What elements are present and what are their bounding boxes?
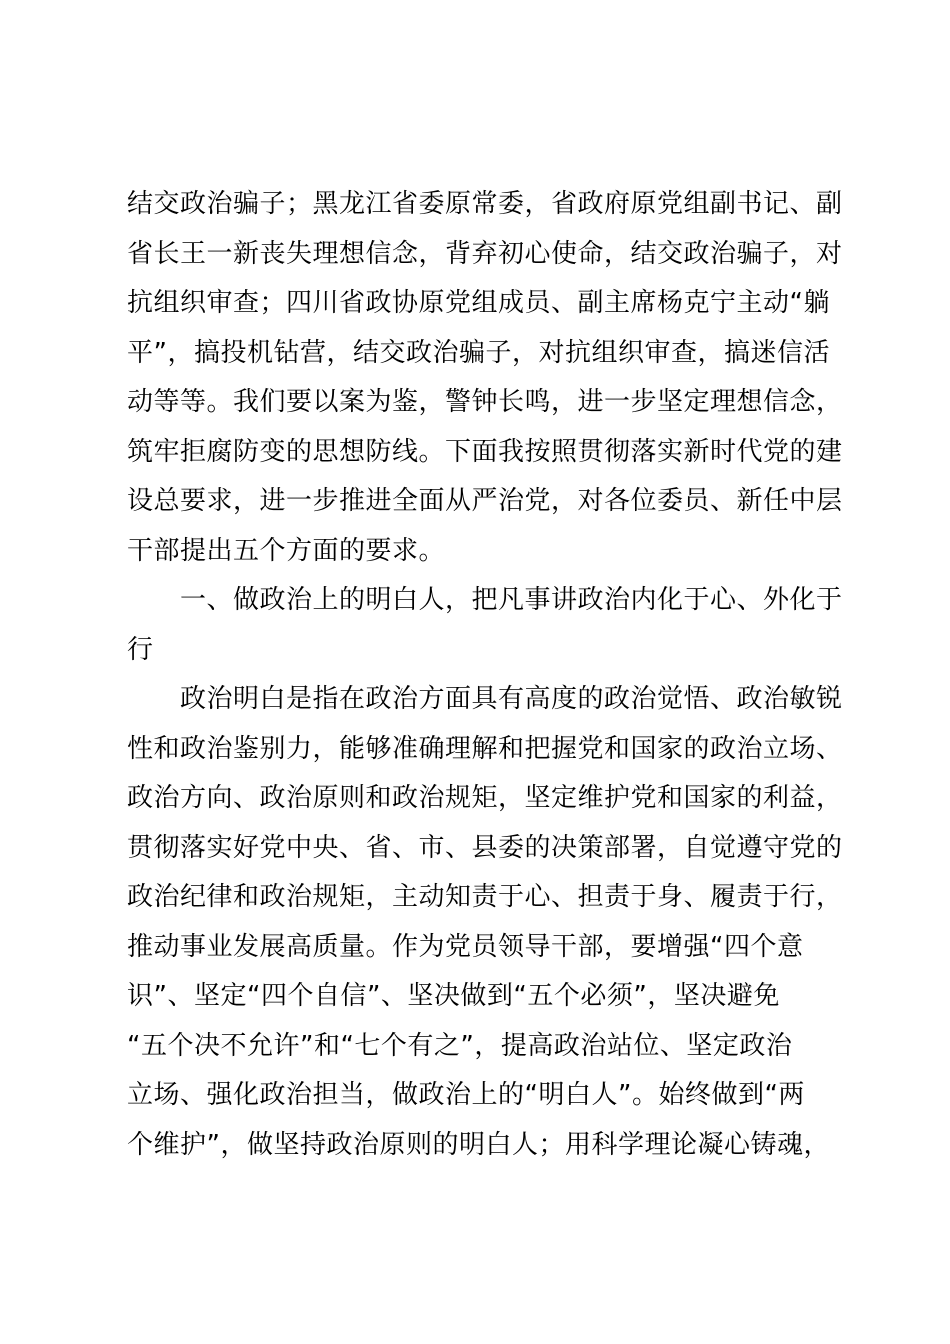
text-line: 干部提出五个方面的要求。 xyxy=(127,535,446,566)
text-line: 政治纪律和政治规矩，主动知责于心、担责于身、履责于行， xyxy=(127,882,843,912)
text-line: 抗组织审查；四川省政协原党组成员、副主席杨克宁主动“躺 xyxy=(127,288,830,318)
text-line: 政治方向、政治原则和政治规矩，坚定维护党和国家的利益， xyxy=(127,783,843,813)
text-line: 推动事业发展高质量。作为党员领导干部，要增强“四个意 xyxy=(127,931,804,962)
text-line: 政治明白是指在政治方面具有高度的政治觉悟、政治敏锐 xyxy=(127,684,843,714)
text-line: 设总要求，进一步推进全面从严治党，对各位委员、新任中层 xyxy=(127,486,843,516)
text-line: 个维护”，做坚持政治原则的明白人；用科学理论凝心铸魂， xyxy=(127,1129,830,1160)
text-line: 识”、坚定“四个自信”、坚决做到“五个必须”，坚决避免 xyxy=(127,981,780,1011)
document-body xyxy=(127,180,843,1170)
text-line: 结交政治骗子；黑龙江省委原常委，省政府原党组副书记、副 xyxy=(127,189,843,219)
text-line: 立场、强化政治担当，做政治上的“明白人”。始终做到“两 xyxy=(127,1080,805,1110)
text-line: 平”，搞投机钻营，结交政治骗子，对抗组织审查，搞迷信活 xyxy=(127,337,830,368)
section-heading-line: 一、做政治上的明白人，把凡事讲政治内化于心、外化于 xyxy=(127,585,843,615)
text-line: 筑牢拒腐防变的思想防线。下面我按照贯彻落实新时代党的建 xyxy=(127,436,843,467)
text-line: 动等等。我们要以案为鉴，警钟长鸣，进一步坚定理想信念， xyxy=(127,387,843,417)
text-line: 贯彻落实好党中央、省、市、县委的决策部署，自觉遵守党的 xyxy=(127,832,843,863)
text-line: “五个决不允许”和“七个有之”，提高政治站位、坚定政治 xyxy=(127,1030,793,1061)
text-line: 省长王一新丧失理想信念，背弃初心使命，结交政治骗子，对 xyxy=(127,238,843,269)
section-heading-line: 行 xyxy=(127,634,154,665)
text-line: 性和政治鉴别力，能够准确理解和把握党和国家的政治立场、 xyxy=(127,733,843,764)
